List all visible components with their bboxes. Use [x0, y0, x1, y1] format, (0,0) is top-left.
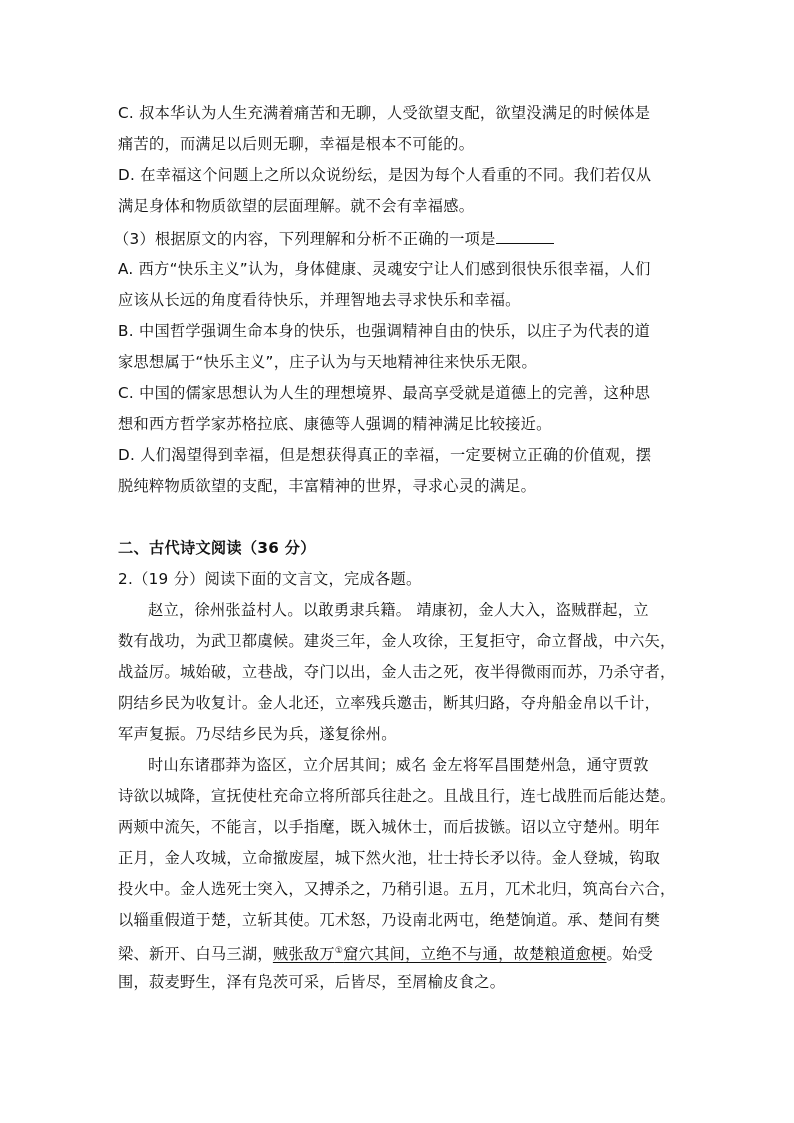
- passage-p1-line5: 军声复振。乃尽结乡民为兵，遂复徐州。: [118, 725, 397, 743]
- section-heading: 二、古代诗文阅读（36 分）: [118, 539, 316, 557]
- q3-option-c-line2: 想和西方哲学家苏格拉底、康德等人强调的精神满足比较接近。: [118, 415, 552, 433]
- underlined-text-b: 窟穴其间，立绝不与通，故楚粮道愈梗: [343, 945, 607, 964]
- answer-blank: [496, 228, 554, 244]
- question-3-stem-text: （3）根据原文的内容，下列理解和分析不正确的一项是: [114, 230, 496, 248]
- passage-p2-line2: 诗欲以城降，宣抚使杜充命立将所部兵往赴之。且战且行，连七战胜而后能达楚。: [118, 787, 676, 805]
- q3-option-a-line2: 应该从长远的角度看待快乐，并理智地去寻求快乐和幸福。: [118, 291, 521, 309]
- footnote-marker: ①: [334, 946, 344, 956]
- question-2-stem: 2.（19 分）阅读下面的文言文，完成各题。: [118, 570, 422, 588]
- option-c-text-line2: 痛苦的，而满足以后则无聊，幸福是根本不可能的。: [118, 135, 475, 153]
- question-3-stem: [114, 228, 674, 249]
- q3-option-b-line1: B. 中国哲学强调生命本身的快乐，也强调精神自由的快乐，以庄子为代表的道: [118, 322, 651, 340]
- passage-p2-line8: 围，菽麦野生，泽有凫茨可采，后皆尽，至屑榆皮食之。: [118, 973, 506, 991]
- underlined-sentence-part1: [273, 945, 607, 963]
- q3-option-d-line2: 脱纯粹物质欲望的支配，丰富精神的世界，寻求心灵的满足。: [118, 477, 537, 495]
- passage-p2-line5: 投火中。金人选死士突入，又搏杀之，乃稍引退。五月，兀术北归，筑高台六合，: [118, 880, 676, 898]
- q3-option-c-line1: C. 中国的儒家思想认为人生的理想境界、最高享受就是道德上的完善，这种思: [118, 384, 651, 402]
- passage-p2-line1: 时山东诸郡莽为盗区，立介居其间；威名 金左将军昌围楚州急，通守贾敦: [148, 756, 649, 774]
- passage-p2-line7-end: 。始受: [606, 945, 653, 964]
- passage-p1-line1: 赵立，徐州张益村人。以敢勇隶兵籍。 靖康初，金人大入，盗贼群起，立: [148, 601, 649, 619]
- passage-p2-line4: 正月，金人攻城，立命撤废屋，城下然火池，壮士持长矛以待。金人登城，钩取: [118, 849, 661, 867]
- option-d-text-line1: D. 在幸福这个问题上之所以众说纷纭，是因为每个人看重的不同。我们若仅从: [118, 166, 652, 184]
- option-c-text-line1: C. 叔本华认为人生充满着痛苦和无聊，人受欲望支配，欲望没满足的时候体是: [118, 104, 651, 122]
- passage-p1-line4: 阴结乡民为收复计。金人北还，立率残兵邀击，断其归路，夺舟船金帛以千计，: [118, 694, 661, 712]
- q3-option-d-line1: D. 人们渴望得到幸福，但是想获得真正的幸福，一定要树立正确的价值观，摆: [118, 446, 652, 464]
- passage-p2-line7: [118, 941, 678, 964]
- passage-p1-line3: 战益厉。城始破，立巷战，夺门以出，金人击之死，夜半得微雨而苏，乃杀守者，: [118, 663, 676, 681]
- passage-p1-line2: 数有战功，为武卫都虞候。建炎三年，金人攻徐，王复拒守，命立督战，中六矢，: [118, 632, 676, 650]
- option-d-text-line2: 满足身体和物质欲望的层面理解。就不会有幸福感。: [118, 197, 475, 215]
- q3-option-b-line2: 家思想属于“快乐主义”，庄子认为与天地精神往来快乐无限。: [118, 353, 538, 371]
- underlined-text-a: 贼张敌万: [272, 945, 335, 964]
- passage-p2-line3: 两颊中流矢，不能言，以手指麾，既入城休士，而后拔镞。诏以立守楚州。明年: [118, 818, 661, 836]
- passage-p2-line7-start: 梁、新开、白马三湖，: [118, 945, 273, 964]
- passage-p2-line6: 以辎重假道于楚，立斩其使。兀术怒，乃设南北两屯，绝楚饷道。承、楚间有樊: [118, 911, 661, 929]
- q3-option-a-line1: A. 西方“快乐主义”认为，身体健康、灵魂安宁让人们感到很快乐很幸福，人们: [118, 260, 651, 278]
